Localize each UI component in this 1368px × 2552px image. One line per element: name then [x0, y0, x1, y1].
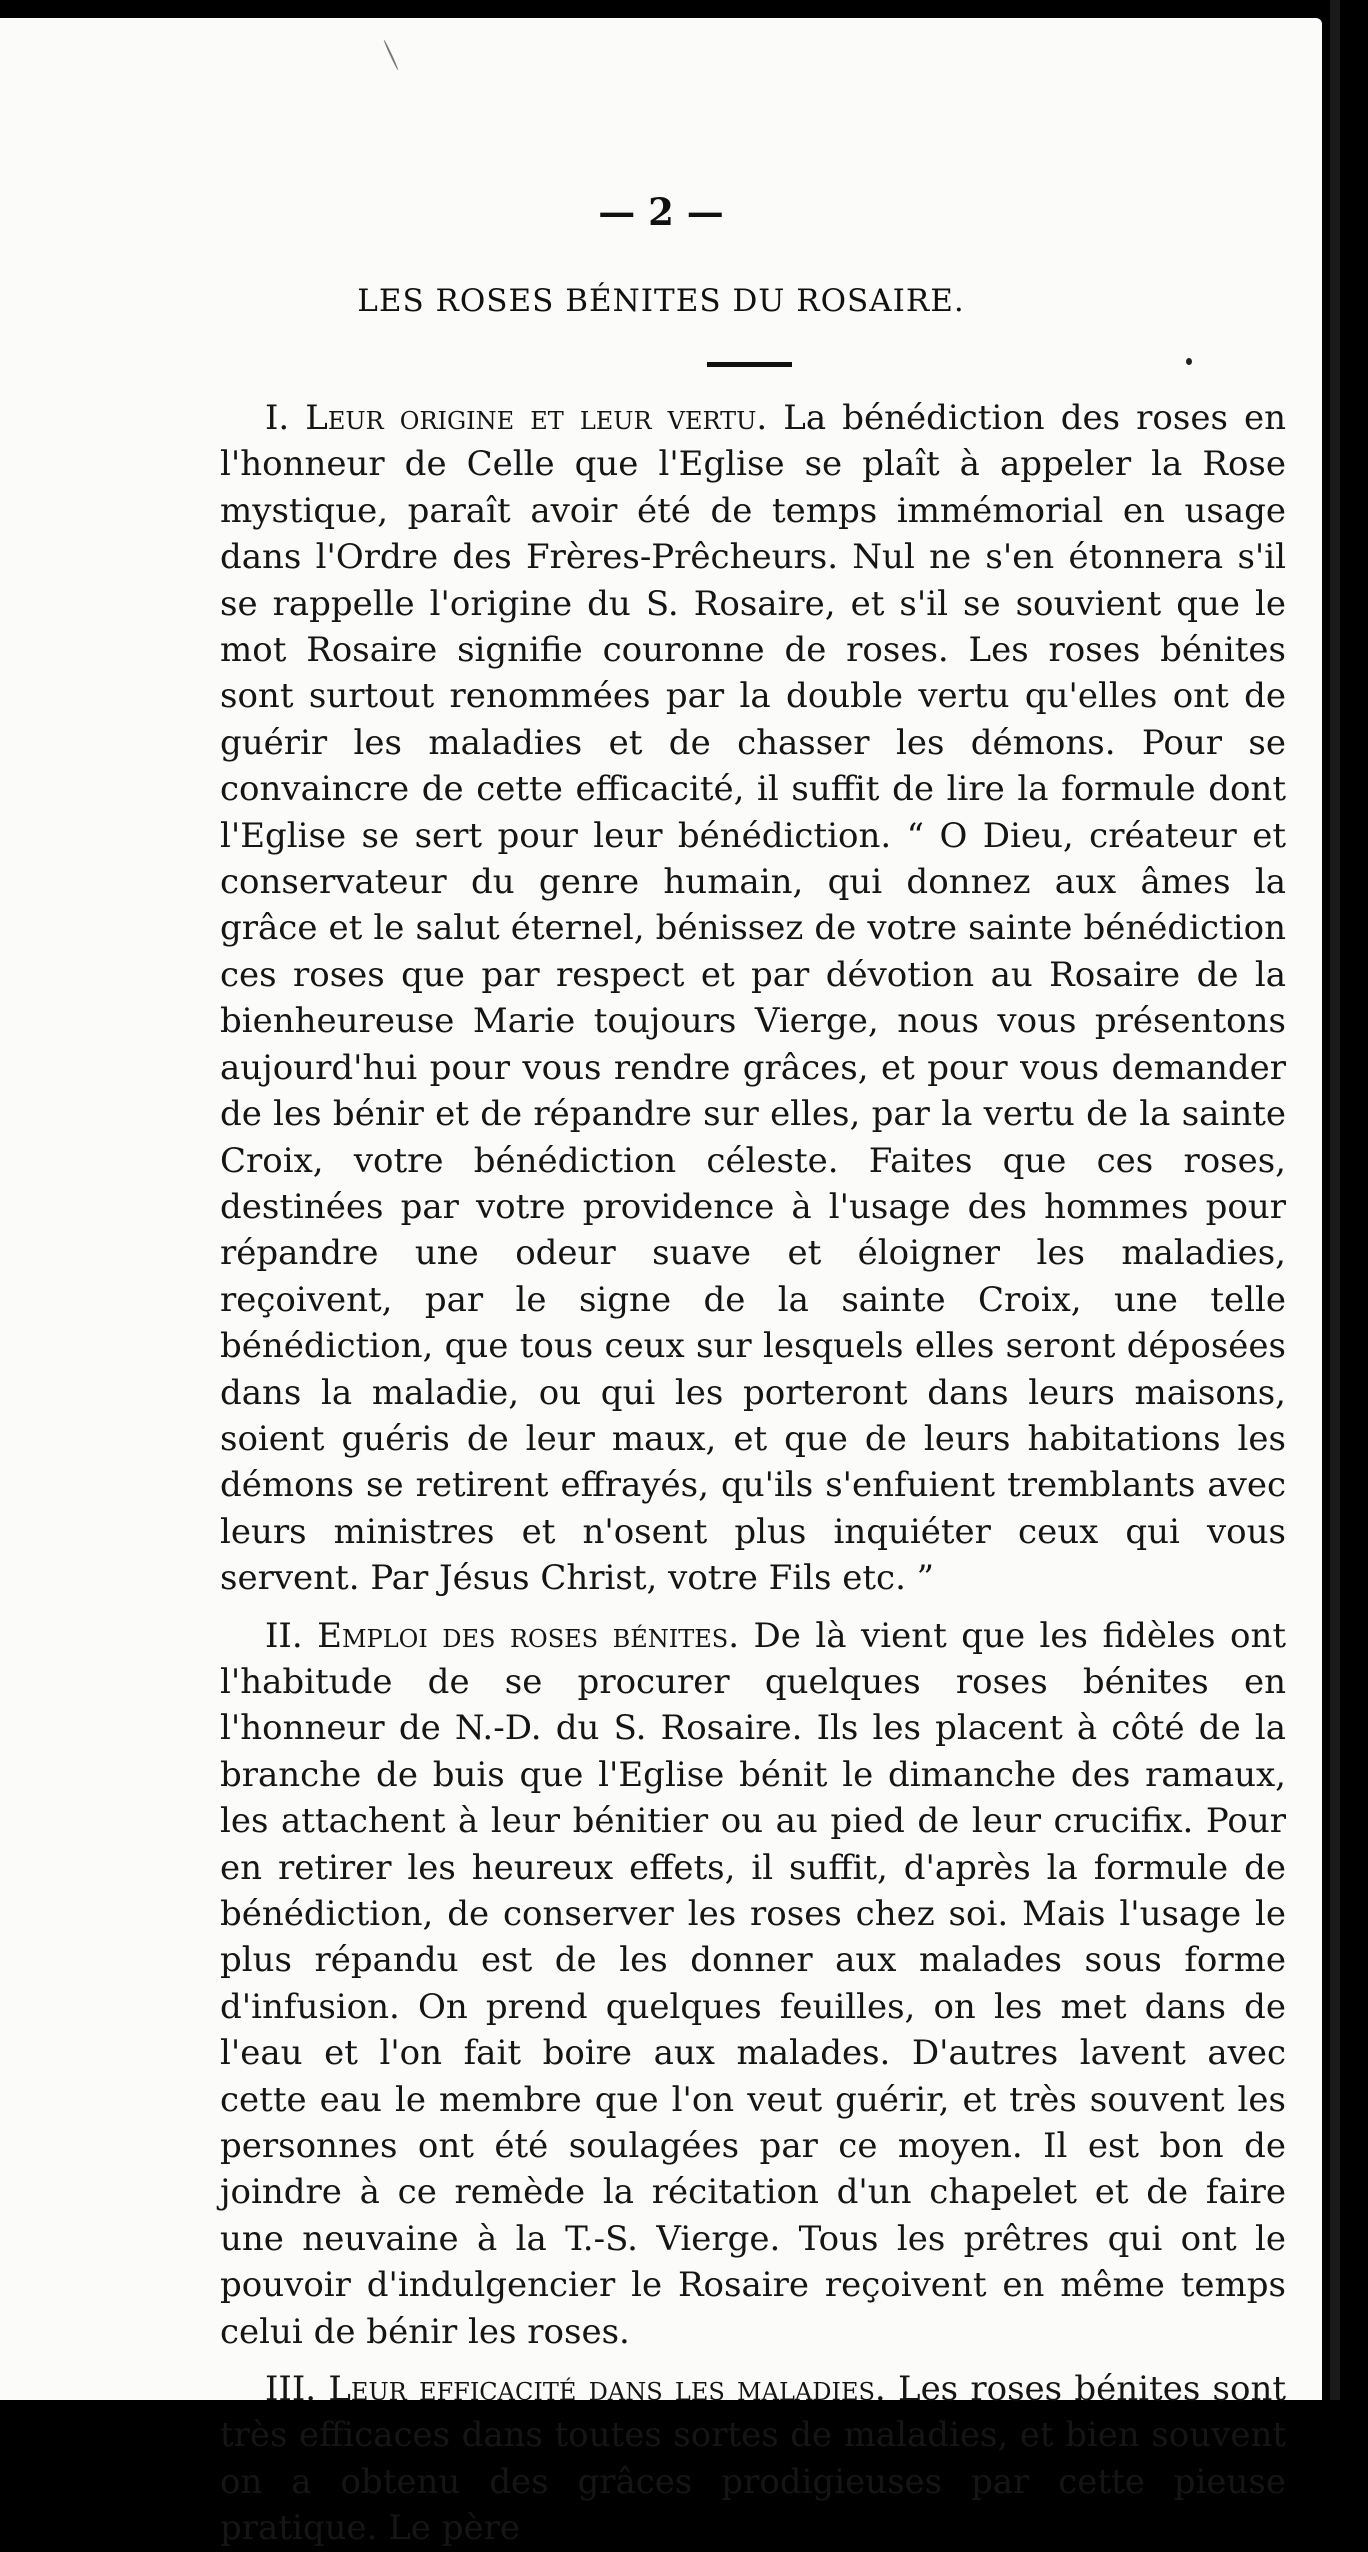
section-origine: [220, 395, 1286, 1602]
section-text: De là vient que les fidèles ont l'habitude de se procurer quelques roses bénites en l'honneur de N.-D. du S. Rosaire. Ils les placent à côté de la branche de buis que l'Eglise bénit le dimanche des ramaux, les attachent à leur bénitier ou au pied de leur crucifix. Pour en retirer les heureux effets, il suffit, d'après la formule de bénédiction, de conserver les roses chez soi. Mais l'usage le plus répandu est de les donner aux malades sous forme d'infusion. On prend quelques feuilles, on les met dans de l'eau et l'on fait boire aux malades. D'autres lavent avec cette eau le membre que l'on veut guérir, et très souvent les personnes ont été soulagées par ce moyen. Il est bon de joindre à ce remède la récitation d'un chapelet et de faire une neuvaine à la T.-S. Vierge. Tous les prêtres qui ont le pouvoir d'indulgencier le Rosaire reçoivent en même temps celui de bénir les roses.: [220, 1615, 1287, 2352]
section-heading: III. Leur efficacité dans les maladies.: [265, 2369, 886, 2410]
section-text: Les roses bénites sont très efficaces dans toutes sortes de maladies, et bien souvent on a obtenu des grâces prodigieuses par cette pieuse pratique. Le père: [220, 2369, 1287, 2549]
section-efficacite: [220, 2366, 1286, 2552]
section-heading: II. Emploi des roses bénites.: [265, 1615, 740, 1656]
section-heading: I. Leur origine et leur vertu.: [265, 398, 768, 438]
body-text: [220, 395, 1286, 2552]
title-divider: [707, 362, 792, 367]
page-title: LES ROSES BÉNITES DU ROSAIRE.: [357, 283, 965, 319]
page-edge: [1330, 0, 1340, 2400]
ink-speck: [1186, 358, 1192, 365]
section-emploi: [220, 1613, 1286, 2356]
page-number: — 2 —: [598, 190, 724, 234]
section-text: La bénédiction des roses en l'honneur de Celle que l'Eglise se plaît à appeler la Rose mystique, paraît avoir été de temps immémorial en usage dans l'Ordre des Frères-Prêcheurs. Nul ne s'en étonnera s'il se rappelle l'origine du S. Rosaire, et s'il se souvient que le mot Rosaire signifie couronne de roses. Les roses bénites sont surtout renommées par la double vertu qu'elles ont de guérir les maladies et de chasser les démons. Pour se convaincre de cette efficacité, il suffit de lire la formule dont l'Eglise se sert pour leur bénédiction. “ O Dieu, créateur et conservateur du genre humain, qui donnez aux âmes la grâce et le salut éternel, bénissez de votre sainte bénédiction ces roses que par respect et par dévotion au Rosaire de la bienheureuse Marie toujours Vierge, nous vous présentons aujourd'hui pour vous rendre grâces, et pour vous demander de les bénir et de répandre sur elles, par la vertu de la sainte Croix, votre bénédiction céleste. Faites que ces roses, destinées par votre providence à l'usage des hommes pour répandre une odeur suave et éloigner les maladies, reçoivent, par le signe de la sainte Croix, une telle bénédiction, que tous ceux sur lesquels elles seront déposées dans la maladie, ou qui les porteront dans leurs maisons, soient guéris de leur maux, et que de leurs habitations les démons se retirent effrayés, qu'ils s'enfuient tremblants avec leurs ministres et n'osent plus inquiéter ceux qui vous servent. Par Jésus Christ, votre Fils etc. ”: [220, 398, 1286, 1599]
